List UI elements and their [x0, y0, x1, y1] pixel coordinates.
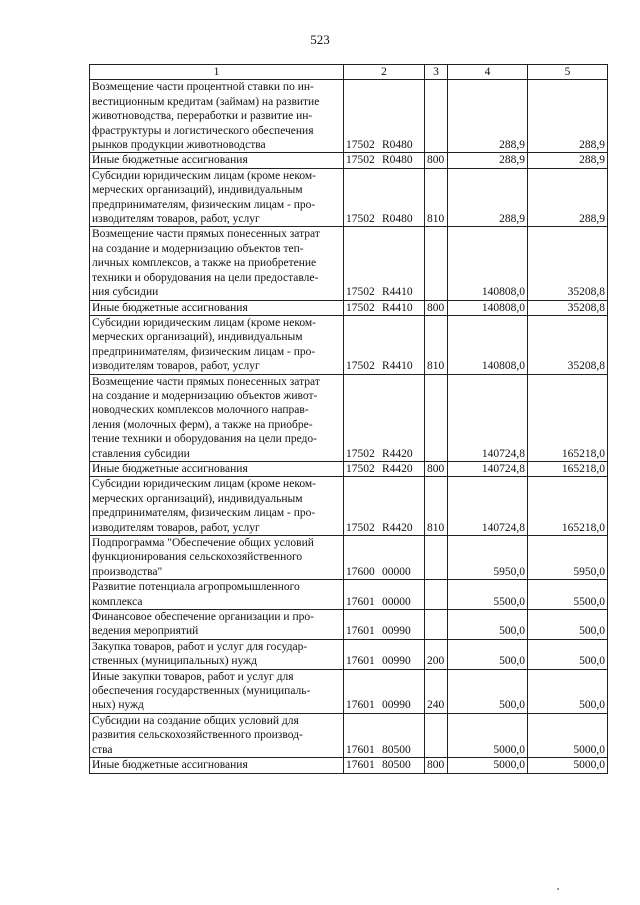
row-amount-col5: 35208,8	[528, 300, 608, 315]
row-description: Развитие потенциала агропромышленного комплекса	[90, 580, 344, 610]
row-expense-type: 240	[425, 669, 448, 713]
row-target-code	[344, 580, 425, 610]
row-expense-type	[425, 536, 448, 580]
row-amount-col4: 140808,0	[448, 227, 528, 300]
row-code-program: 17502	[346, 213, 375, 226]
row-code-direction: 00000	[382, 565, 411, 578]
row-expense-type	[425, 374, 448, 461]
row-code-program: 17502	[346, 286, 375, 299]
row-target-code	[344, 713, 425, 757]
row-target-code	[344, 639, 425, 669]
row-amount-col5: 288,9	[528, 153, 608, 168]
row-code-direction: R4420	[382, 462, 413, 475]
row-code-program: 17601	[346, 625, 375, 638]
header-row	[90, 65, 608, 80]
row-target-code	[344, 153, 425, 168]
table-row	[90, 639, 608, 669]
row-code-direction: 00990	[382, 699, 411, 712]
row-code-direction: R4420	[382, 521, 413, 534]
row-code-program: 17601	[346, 759, 375, 772]
row-code-direction: R4410	[382, 360, 413, 373]
row-amount-col5: 165218,0	[528, 477, 608, 536]
table-row	[90, 461, 608, 476]
column-header-4: 4	[448, 65, 528, 80]
row-expense-type: 800	[425, 300, 448, 315]
row-amount-col4: 5950,0	[448, 536, 528, 580]
row-target-code	[344, 227, 425, 300]
row-expense-type	[425, 580, 448, 610]
row-description: Иные бюджетные ассигнования	[90, 758, 344, 773]
row-amount-col5: 500,0	[528, 639, 608, 669]
row-target-code	[344, 610, 425, 640]
row-code-direction: R4410	[382, 286, 413, 299]
row-target-code	[344, 315, 425, 374]
row-amount-col5: 500,0	[528, 610, 608, 640]
row-amount-col5: 288,9	[528, 80, 608, 153]
row-expense-type	[425, 610, 448, 640]
table-row	[90, 168, 608, 227]
row-code-program: 17502	[346, 360, 375, 373]
row-code-program: 17502	[346, 521, 375, 534]
row-expense-type	[425, 80, 448, 153]
row-code-program: 17502	[346, 139, 375, 152]
row-target-code	[344, 669, 425, 713]
row-expense-type: 810	[425, 315, 448, 374]
row-amount-col4: 140724,8	[448, 477, 528, 536]
table-row	[90, 153, 608, 168]
column-header-3: 3	[425, 65, 448, 80]
row-expense-type: 810	[425, 168, 448, 227]
row-target-code	[344, 300, 425, 315]
row-code-direction: R0480	[382, 213, 413, 226]
row-code-program: 17502	[346, 301, 375, 314]
row-description: Субсидии юридическим лицам (кроме неком- мерческих организаций), индивидуальным предпринимателям, физическим лицам - про- изводителям товаров, работ, услуг	[90, 477, 344, 536]
row-code-program: 17601	[346, 743, 375, 756]
row-expense-type: 800	[425, 461, 448, 476]
row-amount-col5: 288,9	[528, 168, 608, 227]
budget-table	[89, 64, 608, 774]
row-code-direction: 00990	[382, 655, 411, 668]
row-code-direction: R0480	[382, 154, 413, 167]
row-code-program: 17601	[346, 655, 375, 668]
row-description: Иные закупки товаров, работ и услуг для обеспечения государственных (муниципаль- ных) нужд	[90, 669, 344, 713]
row-amount-col4: 288,9	[448, 80, 528, 153]
row-expense-type	[425, 713, 448, 757]
row-code-direction: 80500	[382, 759, 411, 772]
row-amount-col5: 35208,8	[528, 227, 608, 300]
scan-speck	[557, 888, 559, 890]
row-amount-col4: 288,9	[448, 153, 528, 168]
row-amount-col4: 140724,8	[448, 461, 528, 476]
row-description: Иные бюджетные ассигнования	[90, 300, 344, 315]
table-row	[90, 580, 608, 610]
table-row	[90, 536, 608, 580]
row-target-code	[344, 80, 425, 153]
row-target-code	[344, 477, 425, 536]
column-header-2: 2	[344, 65, 425, 80]
row-amount-col4: 140724,8	[448, 374, 528, 461]
row-target-code	[344, 758, 425, 773]
row-amount-col5: 5000,0	[528, 758, 608, 773]
row-amount-col5: 35208,8	[528, 315, 608, 374]
row-description: Подпрограмма "Обеспечение общих условий функционирования сельскохозяйственного производства"	[90, 536, 344, 580]
row-amount-col4: 500,0	[448, 610, 528, 640]
row-target-code	[344, 461, 425, 476]
row-code-direction: 00000	[382, 595, 411, 608]
row-description: Возмещение части прямых понесенных затрат на создание и модернизацию объектов живот- новодческих комплексов молочного направ- ления (молочных ферм), а также на приобре- тение техники и оборудования на цели предо- ставления субсидии	[90, 374, 344, 461]
row-description: Субсидии юридическим лицам (кроме неком- мерческих организаций), индивидуальным предпринимателям, физическим лицам - про- изводителям товаров, работ, услуг	[90, 315, 344, 374]
table-row	[90, 300, 608, 315]
row-code-program: 17600	[346, 565, 375, 578]
row-description: Иные бюджетные ассигнования	[90, 461, 344, 476]
row-amount-col4: 140808,0	[448, 300, 528, 315]
row-code-direction: R0480	[382, 139, 413, 152]
row-amount-col5: 165218,0	[528, 374, 608, 461]
row-code-direction: 80500	[382, 743, 411, 756]
table-row	[90, 713, 608, 757]
row-description: Иные бюджетные ассигнования	[90, 153, 344, 168]
row-code-program: 17601	[346, 699, 375, 712]
row-amount-col4: 5500,0	[448, 580, 528, 610]
row-amount-col4: 500,0	[448, 639, 528, 669]
row-target-code	[344, 374, 425, 461]
row-amount-col5: 5950,0	[528, 536, 608, 580]
row-code-direction: R4420	[382, 447, 413, 460]
row-expense-type: 800	[425, 758, 448, 773]
table-row	[90, 374, 608, 461]
row-amount-col4: 140808,0	[448, 315, 528, 374]
row-code-direction: 00990	[382, 625, 411, 638]
page-number: 523	[310, 32, 330, 47]
column-header-5: 5	[528, 65, 608, 80]
row-code-program: 17502	[346, 462, 375, 475]
column-header-1: 1	[90, 65, 344, 80]
row-amount-col4: 500,0	[448, 669, 528, 713]
row-description: Возмещение части прямых понесенных затрат на создание и модернизацию объектов теп- личных комплексов, а также на приобретение техники и оборудования на цели предоставле- ния субсидии	[90, 227, 344, 300]
row-amount-col4: 5000,0	[448, 758, 528, 773]
row-amount-col5: 500,0	[528, 669, 608, 713]
table-row	[90, 315, 608, 374]
row-amount-col5: 165218,0	[528, 461, 608, 476]
table-row	[90, 227, 608, 300]
row-expense-type: 810	[425, 477, 448, 536]
row-expense-type: 200	[425, 639, 448, 669]
row-amount-col5: 5500,0	[528, 580, 608, 610]
row-description: Возмещение части процентной ставки по ин- вестиционным кредитам (займам) на развитие животноводства, переработки и развитие ин- фраструктуры и логистического обеспечения рынков продукции животноводства	[90, 80, 344, 153]
row-target-code	[344, 168, 425, 227]
row-code-program: 17601	[346, 595, 375, 608]
row-amount-col5: 5000,0	[528, 713, 608, 757]
row-code-direction: R4410	[382, 301, 413, 314]
row-amount-col4: 288,9	[448, 168, 528, 227]
row-code-program: 17502	[346, 154, 375, 167]
row-description: Закупка товаров, работ и услуг для государ- ственных (муниципальных) нужд	[90, 639, 344, 669]
table-row	[90, 758, 608, 773]
row-expense-type	[425, 227, 448, 300]
table-row	[90, 477, 608, 536]
table-row	[90, 80, 608, 153]
row-target-code	[344, 536, 425, 580]
table-row	[90, 610, 608, 640]
row-description: Субсидии юридическим лицам (кроме неком- мерческих организаций), индивидуальным предпринимателям, физическим лицам - про- изводителям товаров, работ, услуг	[90, 168, 344, 227]
row-expense-type: 800	[425, 153, 448, 168]
row-code-program: 17502	[346, 447, 375, 460]
row-description: Финансовое обеспечение организации и про- ведения мероприятий	[90, 610, 344, 640]
table-row	[90, 669, 608, 713]
row-description: Субсидии на создание общих условий для развития сельскохозяйственного производ- ства	[90, 713, 344, 757]
row-amount-col4: 5000,0	[448, 713, 528, 757]
